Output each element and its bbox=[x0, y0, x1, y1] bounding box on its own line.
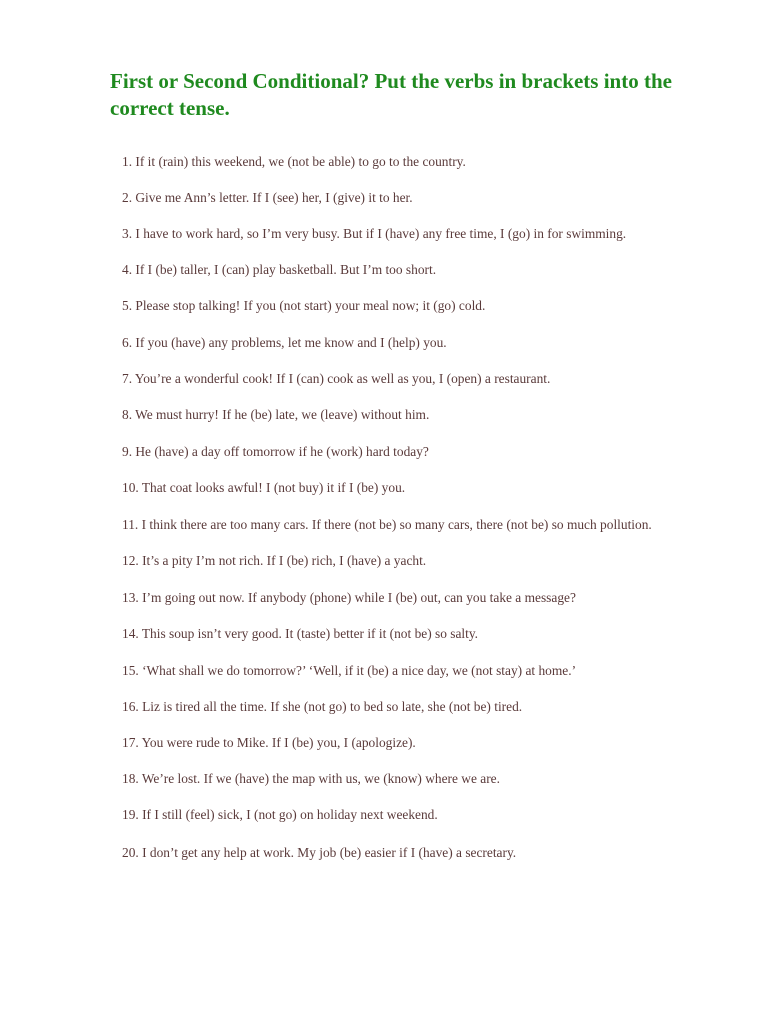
exercise-item-6: 6. If you (have) any problems, let me know and I (help) you. bbox=[122, 335, 447, 350]
worksheet-title: First or Second Conditional? Put the verbs in brackets into the correct tense. bbox=[110, 69, 672, 120]
exercise-item-4: 4. If I (be) taller, I (can) play basketball. But I’m too short. bbox=[122, 262, 437, 277]
exercise-item-2: 2. Give me Ann’s letter. If I (see) her, I (give) it to her. bbox=[122, 190, 413, 205]
exercise-item-19: 19. If I still (feel) sick, I (not go) on holiday next weekend. bbox=[122, 807, 438, 822]
exercise-item-12: 12. It’s a pity I’m not rich. If I (be) rich, I (have) a yacht. bbox=[122, 553, 427, 568]
exercise-item-11: 11. I think there are too many cars. If there (not be) so many cars, there (not be) so much pollution. bbox=[122, 517, 652, 532]
exercise-item-20: 20. I don’t get any help at work. My job (be) easier if I (have) a secretary. bbox=[122, 845, 517, 860]
exercise-item-5: 5. Please stop talking! If you (not start) your meal now; it (go) cold. bbox=[122, 298, 486, 313]
exercise-item-15: 15. ‘What shall we do tomorrow?’ ‘Well, if it (be) a nice day, we (not stay) at home.’ bbox=[122, 663, 577, 678]
exercise-item-10: 10. That coat looks awful! I (not buy) it if I (be) you. bbox=[122, 480, 406, 495]
exercise-item-3: 3. I have to work hard, so I’m very busy. But if I (have) any free time, I (go) in for swimming. bbox=[122, 226, 627, 241]
exercise-item-18: 18. We’re lost. If we (have) the map with us, we (know) where we are. bbox=[122, 771, 500, 786]
exercise-item-17: 17. You were rude to Mike. If I (be) you, I (apologize). bbox=[122, 735, 416, 750]
exercise-item-7: 7. You’re a wonderful cook! If I (can) cook as well as you, I (open) a restaurant. bbox=[122, 371, 551, 386]
exercise-item-9: 9. He (have) a day off tomorrow if he (work) hard today? bbox=[122, 444, 429, 459]
exercise-item-13: 13. I’m going out now. If anybody (phone) while I (be) out, can you take a message? bbox=[122, 590, 576, 605]
exercise-item-8: 8. We must hurry! If he (be) late, we (leave) without him. bbox=[122, 407, 430, 422]
exercise-item-1: 1. If it (rain) this weekend, we (not be able) to go to the country. bbox=[122, 154, 466, 169]
exercise-item-14: 14. This soup isn’t very good. It (taste) better if it (not be) so salty. bbox=[122, 626, 479, 641]
exercise-item-16: 16. Liz is tired all the time. If she (not go) to bed so late, she (not be) tired. bbox=[122, 699, 523, 714]
